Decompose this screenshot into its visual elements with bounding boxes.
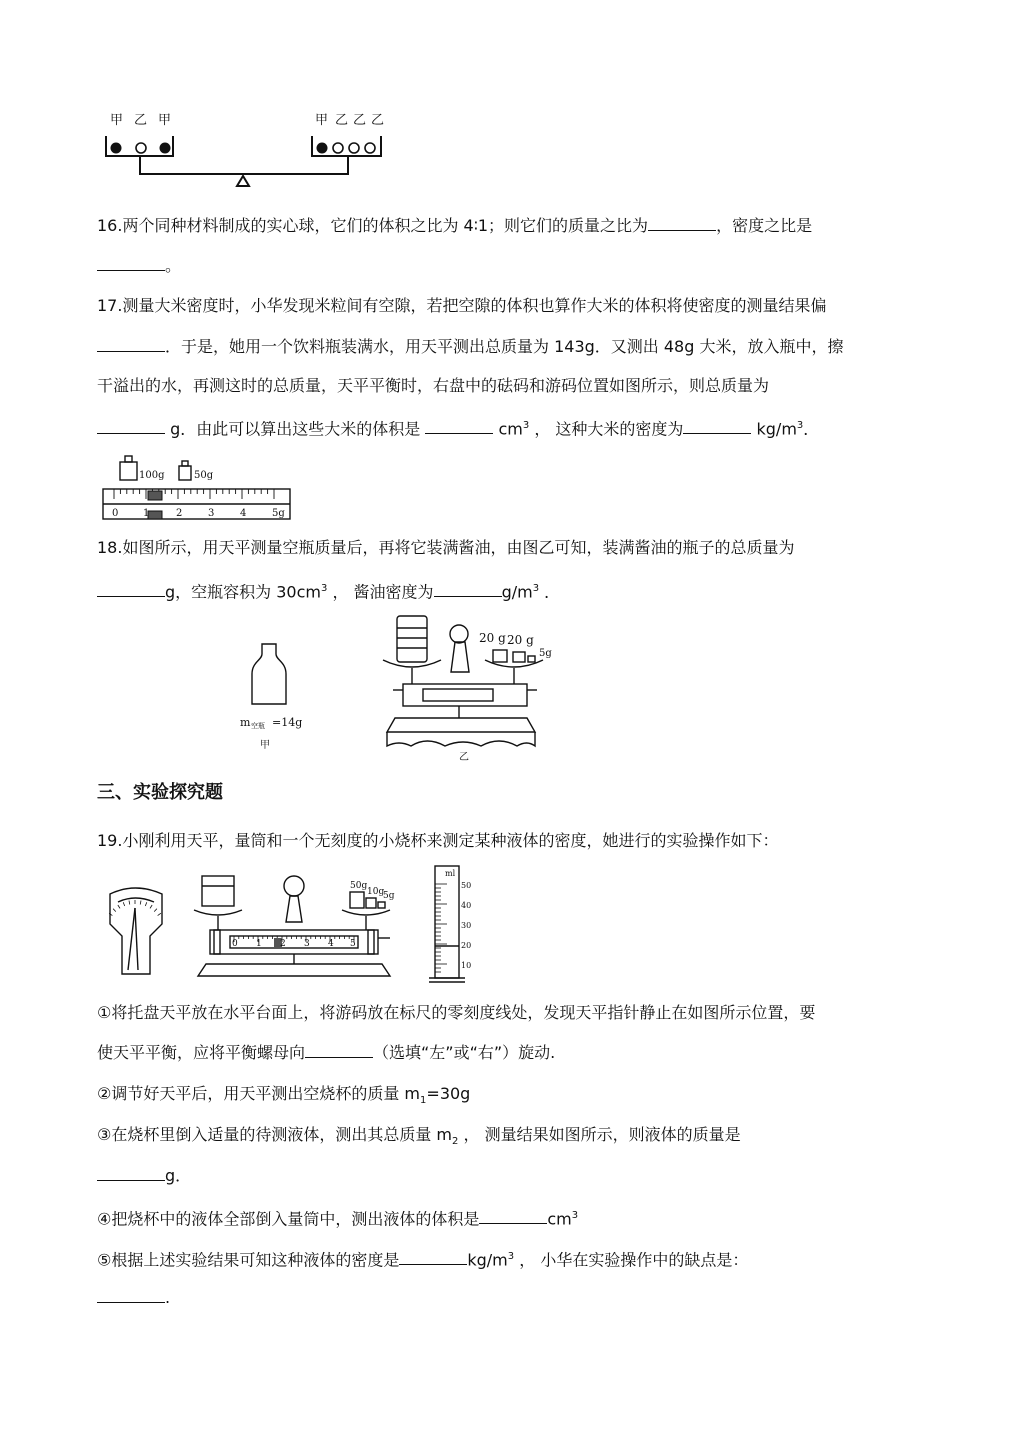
caption-jia: 甲 xyxy=(260,740,270,751)
scale-tick-1: 1 xyxy=(143,508,150,519)
q19-blank-3[interactable] xyxy=(479,1209,547,1224)
exp-tick-1: 1 xyxy=(256,939,262,949)
q17-blank-1[interactable] xyxy=(97,337,165,352)
q19-intro: 19.小刚利用天平，量筒和一个无刻度的小烧杯来测定某种液体的密度，她进行的实验操作如下： xyxy=(97,831,779,850)
exp-tick-2: 2 xyxy=(280,939,286,949)
q19-step1-line2: 使天平平衡，应将平衡螺母向 （选填“左”或“右”）旋动. xyxy=(97,1043,556,1062)
q19-step2: ②调节好天平后，用天平测出空烧杯的质量 $m_1=30g$ xyxy=(97,1084,471,1107)
q16-line-1: 16.两个同种材料制成的实心球，它们的体积之比为 4∶1；则它们的质量之比为 ，密度之比是 xyxy=(97,216,813,235)
q16-blank-2[interactable] xyxy=(97,256,165,271)
scale-tick-0: 0 xyxy=(112,508,119,519)
cylinder-tick-50: 50 xyxy=(461,881,472,890)
q17-line-3: 干溢出的水，再测这时的总质量，天平平衡时，右盘中的砝码和游码位置如图所示，则总质量为 xyxy=(97,376,770,395)
right-label-4: 乙 xyxy=(371,113,385,128)
weight-100g: 100g xyxy=(139,470,165,481)
q18-blank-2[interactable] xyxy=(434,582,502,597)
graduated-cylinder-figure xyxy=(425,862,485,986)
q19-step5-line2: . xyxy=(97,1287,170,1309)
scale-tick-2: 2 xyxy=(176,508,183,519)
q19-blank-1[interactable] xyxy=(305,1043,373,1058)
tick-mark xyxy=(158,913,161,915)
q19-blank-2[interactable] xyxy=(97,1166,165,1181)
cylinder-tick-20: 20 xyxy=(461,941,472,950)
q17-line-4: g．由此可以算出这些大米的体积是 $cm^3$ ， 这种大米的密度为 $kg/m^3$． xyxy=(97,415,819,440)
balance-figure xyxy=(375,612,560,762)
experiment-balance-figure xyxy=(190,872,400,984)
left-label-1: 甲 xyxy=(110,113,124,128)
caption-yi: 乙 xyxy=(459,752,469,762)
right-label-1: 甲 xyxy=(315,113,329,128)
right-label-2: 乙 xyxy=(335,113,349,128)
cylinder-tick-40: 40 xyxy=(461,901,472,910)
q19-step3-line1: ③在烧杯里倒入适量的待测液体，测出其总质量 $m_2$ ， 测量结果如图所示，则液体的质量是 xyxy=(97,1125,741,1148)
weight-5g: 5g xyxy=(539,648,552,659)
bottle-mass-value: =14g xyxy=(272,716,303,729)
tick-mark xyxy=(113,909,116,912)
left-label-2: 乙 xyxy=(134,113,148,128)
left-label-3: 甲 xyxy=(158,113,172,128)
exp-weight-5g: 5g xyxy=(383,891,395,901)
tick-mark xyxy=(140,901,141,905)
q18-blank-1[interactable] xyxy=(97,582,165,597)
q17-line-2: ．于是，她用一个饮料瓶装满水，用天平测出总质量为 143g．又测出 48g 大米，放入瓶中，擦 xyxy=(97,336,843,358)
q19-step5-line1: ⑤根据上述实验结果可知这种液体的密度是 $kg/m^3$ ， 小华在实验操作中的缺点是： xyxy=(97,1250,749,1270)
scale-tick-5: 5g xyxy=(272,508,285,519)
exp-weight-50g: 50g xyxy=(350,881,368,891)
q17-blank-4[interactable] xyxy=(683,419,751,434)
bottle-mass-m: m xyxy=(240,716,251,729)
bottle-mass-sub: 空瓶 xyxy=(251,722,265,730)
exp-tick-5: 5 xyxy=(350,939,356,949)
q19-step4: ④把烧杯中的液体全部倒入量筒中，测出液体的体积是 $cm^3$ xyxy=(97,1209,579,1229)
q16-blank-1[interactable] xyxy=(648,216,716,231)
q19-step3-line2: g． xyxy=(97,1165,191,1187)
exp-weight-10g: 10g xyxy=(367,887,385,897)
exp-tick-0: 0 xyxy=(232,939,238,949)
weight-20g-a: 20 g xyxy=(479,631,506,645)
exp-tick-4: 4 xyxy=(328,939,334,949)
q16-line-2: 。 xyxy=(97,255,181,277)
right-label-3: 乙 xyxy=(353,113,367,128)
tick-mark xyxy=(145,902,146,906)
cylinder-tick-10: 10 xyxy=(461,961,472,970)
bottle-figure xyxy=(230,640,330,758)
q18-line-1: 18.如图所示，用天平测量空瓶质量后，再将它装满酱油，由图乙可知，装满酱油的瓶子的总质量为 xyxy=(97,538,795,557)
tick-mark xyxy=(150,905,152,908)
tick-mark xyxy=(154,909,157,912)
cylinder-tick-30: 30 xyxy=(461,921,472,930)
q17-blank-3[interactable] xyxy=(425,419,493,434)
section-title: 三、实验探究题 xyxy=(97,782,223,803)
q19-blank-4[interactable] xyxy=(399,1250,467,1265)
q18-line-2: g，空瓶容积为 $30cm^3$ ， 酱油密度为 $g/m^3$ ． xyxy=(97,578,560,603)
scale-tick-4: 4 xyxy=(240,508,247,519)
q19-step1-line1: ①将托盘天平放在水平台面上，将游码放在标尺的零刻度线处，发现天平指针静止在如图所示位置，要 xyxy=(97,1003,816,1022)
lever-balls-figure xyxy=(100,108,390,194)
tick-mark xyxy=(123,902,124,906)
q19-blank-5[interactable] xyxy=(97,1288,165,1303)
pointer-figure xyxy=(104,884,170,980)
tick-mark xyxy=(129,901,130,905)
q17-line-1: 17.测量大米密度时，小华发现米粒间有空隙，若把空隙的体积也算作大米的体积将使密度的测量结果偏 xyxy=(97,296,827,315)
weight-20g-b: 20 g xyxy=(507,633,534,647)
weights-scale-figure xyxy=(100,452,295,524)
weight-50g: 50g xyxy=(194,470,214,481)
tick-mark xyxy=(118,905,120,908)
exp-tick-3: 3 xyxy=(304,939,310,949)
scale-tick-3: 3 xyxy=(208,508,215,519)
q17-blank-2[interactable] xyxy=(97,419,165,434)
cylinder-unit: ml xyxy=(445,869,456,878)
